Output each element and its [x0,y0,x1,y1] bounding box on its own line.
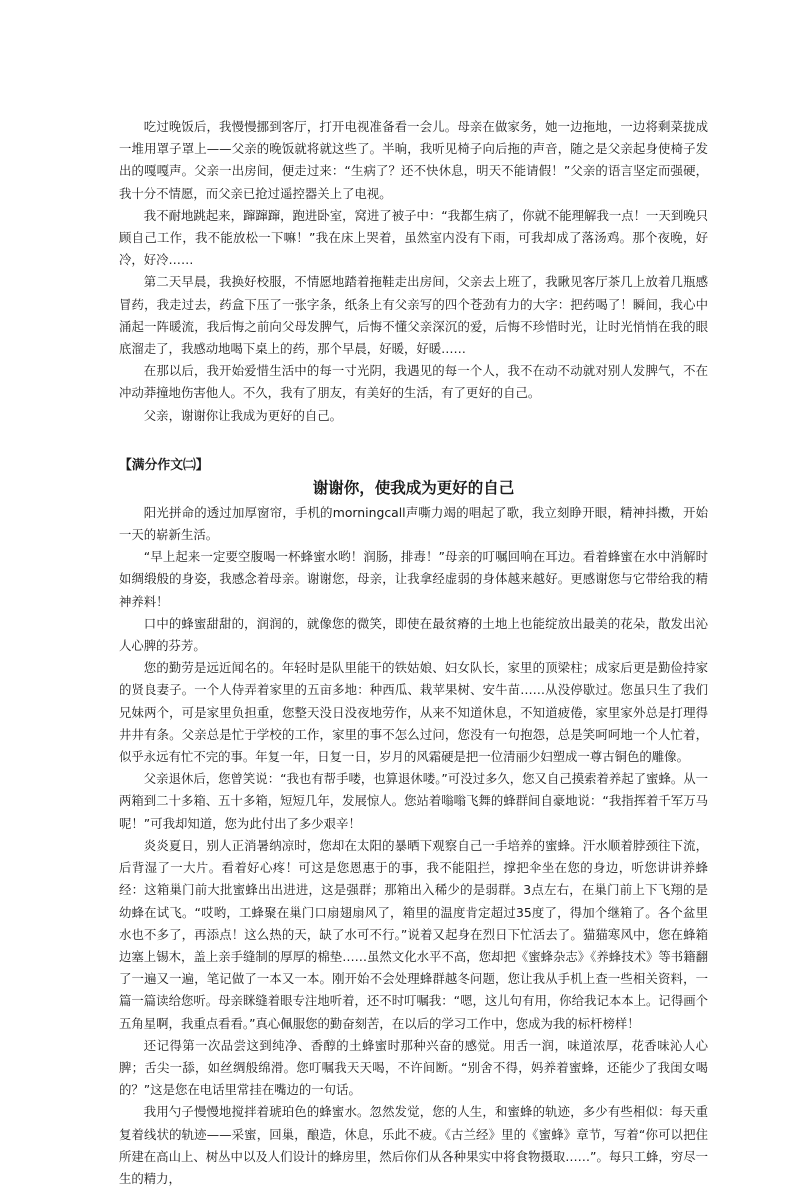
section-label: 【满分作文㈡】 [119,457,209,473]
essay-part-one [119,116,708,427]
paragraph: 第二天早晨，我换好校服，不情愿地踏着拖鞋走出房间，父亲去上班了，我瞅见客厅茶几上放着几瓶感冒药，我走过去，药盒下压了一张字条，纸条上有父亲写的四个苍劲有力的大字：把药喝了！瞬间，我心中涌起一阵暖流，我后悔之前向父母发脾气，后悔不懂父亲深沉的爱，后悔不珍惜时光，让时光悄悄在我的眼底溜走了，我感动地喝下桌上的药，那个早晨，好暖，好暖…… [119,274,708,357]
paragraph: 口中的蜂蜜甜甜的，润润的，就像您的微笑，即使在最贫瘠的土地上也能绽放出最美的花朵，散发出沁人心脾的芬芳。 [119,615,708,654]
paragraph: 父亲，谢谢你让我成为更好的自己。 [143,407,343,423]
paragraph: “早上起来一定要空腹喝一杯蜂蜜水哟！润肠，排毒！”母亲的叮嘱回响在耳边。看着蜂蜜在水中消解时如绸缎般的身姿，我感念着母亲。谢谢您，母亲，让我拿经虚弱的身体越来越好。更感谢您与它带给我的精神养料！ [119,549,708,609]
essay-part-two [119,502,708,1190]
paragraph: 炎炎夏日，别人正消暑纳凉时，您却在太阳的暴晒下观察自己一手培养的蜜蜂。汗水顺着脖颈往下流，后背湿了一大片。看着好心疼！可这是您恩惠于的事，我不能阻拦，撑把伞坐在您的身边，听您讲讲养蜂经：这箱巢门前大批蜜蜂出出进进，这是强群；那箱出入稀少的是弱群。3点左右，在巢门前上下飞翔的是幼蜂在试飞。“哎哟，工蜂聚在巢门口扇翅扇风了，箱里的温度肯定超过35度了，得加个继箱了。各个盆里水也不多了，再添点！这么热的天，缺了水可不行。”说着又起身在烈日下忙活去了。猫猫寒风中，您在蜂箱边塞上锡木，盖上亲手缝制的厚厚的棉垫……虽然文化水平不高，您却把《蜜蜂杂志》《养蜂技术》等书籍翻了一遍又一遍，笔记做了一本又一本。刚开始不会处理蜂群越冬问题，您让我从手机上查一些相关资料，一篇一篇读给您听。母亲眯缝着眼专注地听着，还不时叮嘱我：“嗯，这儿句有用，你给我记本本上。记得画个五角星啊，我重点看看。”真心佩服您的勤奋刻苦，在以后的学习工作中，您成为我的标杆榜样！ [119,837,708,1031]
paragraph: 我用勺子慢慢地搅拌着琥珀色的蜂蜜水。忽然发觉，您的人生，和蜜蜂的轨迹，多少有些相似：每天重复着线状的轨迹——采蜜，回巢，酿造，休息，乐此不疲。《古兰经》里的《蜜蜂》章节，写着“你可以把住所建在高山上、树丛中以及人们设计的蜂房里，然后你们从各种果实中将食物摄取……”。每只工蜂，穷尽一生的精力， [119,1104,708,1186]
paragraph: 还记得第一次品尝这到纯净、香醇的土蜂蜜时那种兴奋的感觉。用舌一润，味道浓厚，花香味沁人心脾；舌尖一舔，如丝绸般绵滑。您叮嘱我天天喝，不许间断。“别舍不得，妈养着蜜蜂，还能少了我闺女喝的？”这是您在电话里常挂在嘴边的一句话。 [119,1037,708,1098]
paragraph: 在那以后，我开始爱惜生活中的每一寸光阴，我遇见的每一个人，我不在动不动就对别人发脾气，不在冲动莽撞地伤害他人。不久，我有了朋友，有美好的生活，有了更好的自己。 [119,363,708,401]
paragraph: 您的勤劳是远近闻名的。年轻时是队里能干的铁姑娘、妇女队长，家里的顶梁柱；成家后更是勤俭持家的贤良妻子。一个人侍弄着家里的五亩多地：种西瓜、栽苹果树、安牛苗……从没停歇过。您虽只生了我们兄妹两个，可是家里负担重，您整天没日没夜地劳作，从来不知道休息，不知道疲倦，家里家外总是打理得井井有条。父亲总是忙于学校的工作，家里的事不怎么过问，您没有一句抱怨，总是笑呵呵地一个人忙着，似乎永远有忙不完的事。年复一年，日复一日，岁月的风霜硬是把一位清丽少妇塑成一尊古铜色的雕像。 [119,660,708,765]
paragraph: 阳光拼命的透过加厚窗帘，手机的morningcall声嘶力竭的唱起了歌，我立刻睁开眼，精神抖擞，开始一天的崭新生活。 [119,504,708,543]
paragraph: 吃过晚饭后，我慢慢挪到客厅，打开电视准备看一会儿。母亲在做家务，她一边拖地，一边将剩菜拢成一堆用罩子罩上——父亲的晚饭就将就这些了。半晌，我听见椅子向后拖的声音，随之是父亲起身使椅子发出的嘎嘎声。父亲一出房间，便走过来：“生病了？还不快休息，明天不能请假！”父亲的语言坚定而强硬，我十分不情愿，而父亲已抢过遥控器关上了电视。 [119,119,708,201]
essay-title: 谢谢你，使我成为更好的自己 [312,477,515,497]
paragraph: 父亲退休后，您曾笑说：“我也有帮手喽，也算退休喽。”可没过多久，您又自己摸索着养起了蜜蜂。从一两箱到二十多箱、五十多箱，短短几年，发展惊人。您站着嗡嗡飞舞的蜂群间自豪地说：“我指挥着千军万马呢！”可我却知道，您为此付出了多少艰辛！ [119,771,709,831]
paragraph: 我不耐地跳起来，蹿蹿蹿，跑进卧室，窝进了被子中：“我都生病了，你就不能理解我一点！一天到晚只顾自己工作，我不能放松一下嘛！”我在床上哭着，虽然室内没有下雨，可我却成了落汤鸡。那个夜晚，好冷，好冷…… [119,207,708,268]
